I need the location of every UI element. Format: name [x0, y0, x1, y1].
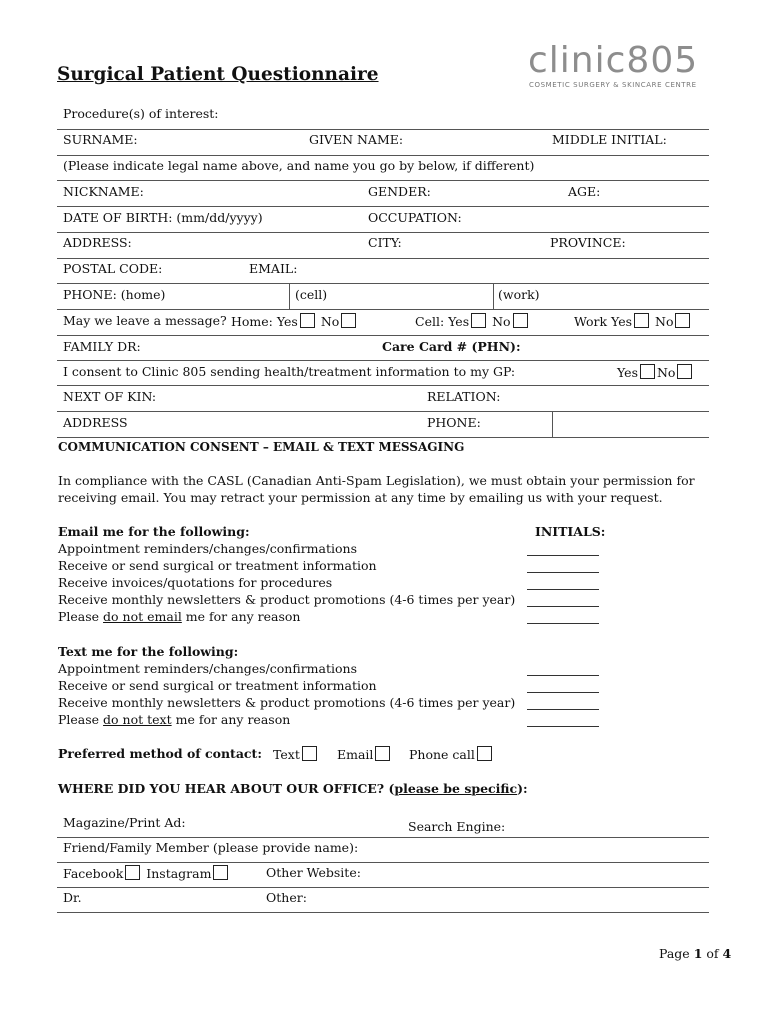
kin-address-field[interactable]: ADDRESS — [63, 415, 128, 430]
gp-no-checkbox[interactable] — [677, 364, 692, 379]
facebook-label: Facebook — [63, 866, 124, 881]
casl-paragraph-line-2: receiving email. You may retract your permission at any time by emailing us with your request. — [58, 490, 663, 505]
cell-yes-label: Cell: Yes — [415, 314, 470, 329]
email-option-checkbox[interactable] — [375, 746, 390, 761]
cell-no-label: No — [492, 314, 511, 329]
dob-field[interactable]: DATE OF BIRTH: (mm/dd/yyyy) — [63, 210, 263, 225]
given-name-field[interactable]: GIVEN NAME: — [309, 132, 404, 147]
occupation-field[interactable]: OCCUPATION: — [368, 210, 462, 225]
friend-family-field[interactable]: Friend/Family Member (please provide name): — [63, 840, 359, 855]
email-item: Receive monthly newsletters & product promotions (4-6 times per year) — [58, 592, 516, 607]
gender-field[interactable]: GENDER: — [368, 184, 431, 199]
text-item: Appointment reminders/changes/confirmations — [58, 661, 357, 676]
work-no-checkbox[interactable] — [675, 313, 690, 328]
home-yes-label: Home: Yes — [231, 314, 298, 329]
email-item: Receive invoices/quotations for procedures — [58, 575, 333, 590]
text-optout-item: Please do not text me for any reason — [58, 712, 291, 727]
address-field[interactable]: ADDRESS: — [63, 235, 132, 250]
next-of-kin-field[interactable]: NEXT OF KIN: — [63, 389, 157, 404]
text-option-label: Text — [273, 747, 300, 762]
email-item: Receive or send surgical or treatment information — [58, 558, 377, 573]
surname-field[interactable]: SURNAME: — [63, 132, 138, 147]
other-referral-field[interactable]: Other: — [266, 890, 307, 905]
page-title: Surgical Patient Questionnaire — [57, 64, 379, 85]
search-engine-field[interactable]: Search Engine: — [408, 819, 506, 834]
initials-line[interactable] — [527, 692, 599, 693]
relation-field[interactable]: RELATION: — [427, 389, 501, 404]
initials-heading: INITIALS: — [535, 524, 606, 539]
cell-no-checkbox[interactable] — [513, 313, 528, 328]
initials-line[interactable] — [527, 589, 599, 590]
phone-home-field[interactable]: PHONE: (home) — [63, 287, 166, 302]
communication-heading: COMMUNICATION CONSENT – EMAIL & TEXT MESSAGING — [58, 440, 465, 454]
phone-work-field[interactable]: (work) — [498, 287, 540, 302]
middle-initial-field[interactable]: MIDDLE INITIAL: — [552, 132, 667, 147]
email-option-label: Email — [337, 747, 374, 762]
province-field[interactable]: PROVINCE: — [550, 235, 626, 250]
nickname-field[interactable]: NICKNAME: — [63, 184, 144, 199]
work-no-label: No — [655, 314, 674, 329]
phone-cell-field[interactable]: (cell) — [295, 287, 328, 302]
other-website-field[interactable]: Other Website: — [266, 865, 361, 880]
kin-phone-field[interactable]: PHONE: — [427, 415, 481, 430]
work-yes-label: Work Yes — [574, 314, 633, 329]
home-no-checkbox[interactable] — [341, 313, 356, 328]
text-option-checkbox[interactable] — [302, 746, 317, 761]
postal-code-field[interactable]: POSTAL CODE: — [63, 261, 163, 276]
clinic-logo — [528, 40, 699, 94]
initials-line[interactable] — [527, 606, 599, 607]
initials-line[interactable] — [527, 623, 599, 624]
phone-option-checkbox[interactable] — [477, 746, 492, 761]
facebook-checkbox[interactable] — [125, 865, 140, 880]
casl-paragraph-line-1: In compliance with the CASL (Canadian Anti-Spam Legislation), we must obtain your permission for — [58, 473, 695, 488]
home-yes-checkbox[interactable] — [300, 313, 315, 328]
instagram-checkbox[interactable] — [213, 865, 228, 880]
email-item: Appointment reminders/changes/confirmations — [58, 541, 357, 556]
home-no-label: No — [320, 314, 340, 329]
initials-line[interactable] — [527, 555, 599, 556]
leave-message-question: May we leave a message? — [63, 313, 227, 328]
gp-no-label: No — [656, 365, 676, 380]
family-dr-field[interactable]: FAMILY DR: — [63, 339, 141, 354]
email-heading: Email me for the following: — [58, 524, 250, 539]
text-item: Receive or send surgical or treatment information — [58, 678, 377, 693]
cell-yes-checkbox[interactable] — [471, 313, 486, 328]
initials-line[interactable] — [527, 675, 599, 676]
initials-line[interactable] — [527, 726, 599, 727]
instagram-label: Instagram — [146, 866, 212, 881]
referral-heading: WHERE DID YOU HEAR ABOUT OUR OFFICE? (please be specific): — [58, 781, 528, 796]
city-field[interactable]: CITY: — [368, 235, 402, 250]
logo-tagline: COSMETIC SURGERY & SKINCARE CENTRE — [529, 81, 697, 89]
logo-wordmark: clinic805 — [528, 40, 699, 81]
dr-referral-field[interactable]: Dr. — [63, 890, 82, 905]
work-yes-checkbox[interactable] — [634, 313, 649, 328]
gp-consent-question: I consent to Clinic 805 sending health/treatment information to my GP: — [63, 364, 516, 379]
gp-yes-checkbox[interactable] — [640, 364, 655, 379]
magazine-field[interactable]: Magazine/Print Ad: — [63, 815, 186, 830]
initials-line[interactable] — [527, 709, 599, 710]
initials-line[interactable] — [527, 572, 599, 573]
text-item: Receive monthly newsletters & product promotions (4-6 times per year) — [58, 695, 516, 710]
procedure-label: Procedure(s) of interest: — [63, 106, 219, 121]
care-card-field[interactable]: Care Card # (PHN): — [382, 339, 521, 354]
email-optout-item: Please do not email me for any reason — [58, 609, 301, 624]
text-heading: Text me for the following: — [58, 644, 239, 659]
preferred-contact-label: Preferred method of contact: — [58, 746, 262, 761]
page-number: Page 1 of 4 — [659, 946, 732, 961]
age-field[interactable]: AGE: — [568, 184, 601, 199]
email-field[interactable]: EMAIL: — [249, 261, 298, 276]
gp-yes-label: Yes — [617, 365, 638, 380]
legal-name-note: (Please indicate legal name above, and name you go by below, if different) — [63, 158, 535, 173]
phone-option-label: Phone call — [409, 747, 475, 762]
